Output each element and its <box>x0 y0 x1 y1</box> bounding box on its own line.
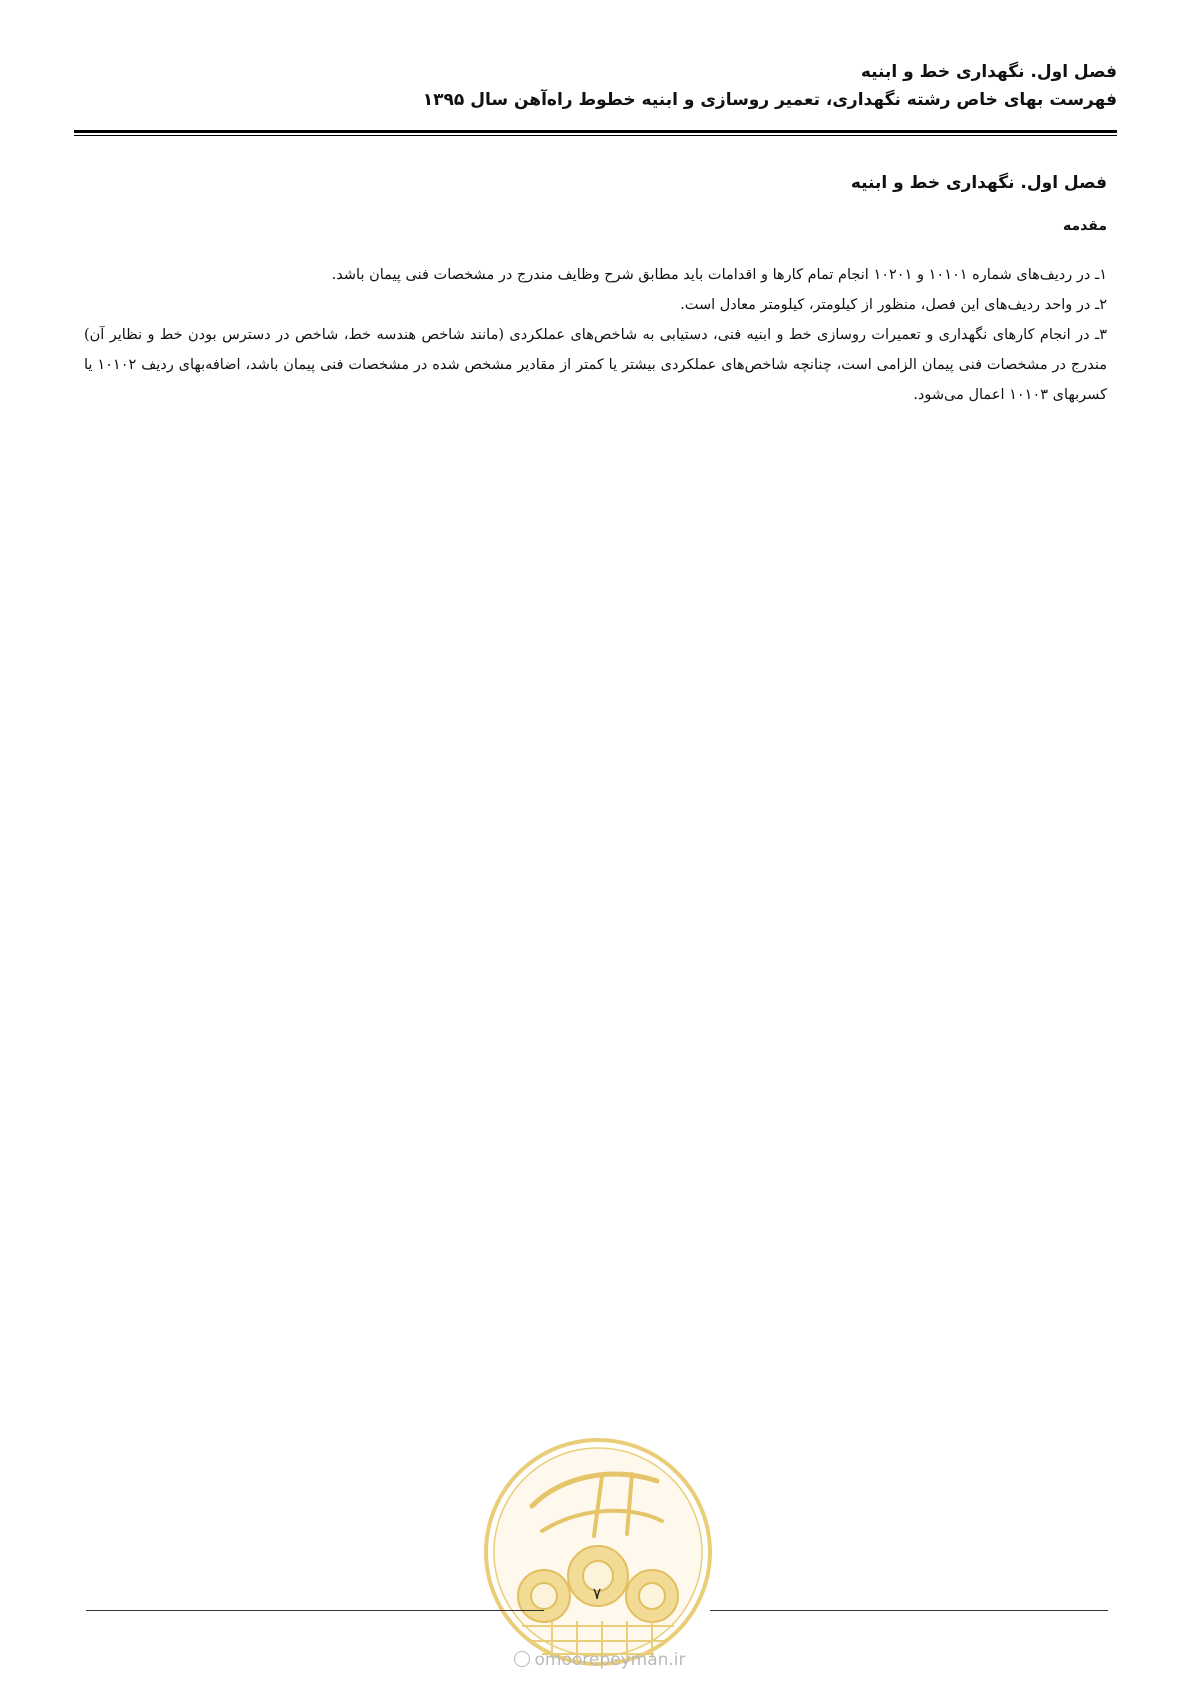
globe-icon <box>514 1651 530 1667</box>
paragraph-2: ۲ـ در واحد ردیف‌های این فصل، منظور از کیلومتر، کیلومتر معادل است. <box>680 297 1107 313</box>
paragraph-1: ۱ـ در ردیف‌های شماره ۱۰۱۰۱ و ۱۰۲۰۱ انجام تمام کارها و اقدامات باید مطابق شرح وظایف مندرج در مشخصات فنی پیمان باشد. <box>331 267 1107 283</box>
intro-title: مقدمه <box>1063 218 1107 234</box>
section-title: فصل اول. نگهداری خط و ابنیه <box>850 173 1107 193</box>
watermark-logo <box>482 1436 714 1668</box>
watermark-url <box>480 1650 720 1670</box>
page-content <box>84 168 1107 410</box>
footer-rule-right <box>710 1610 1108 1611</box>
footer-rule-left <box>86 1610 544 1611</box>
header-title: فهرست بهای خاص رشته نگهداری، تعمیر روسازی و ابنیه خطوط راه‌آهن سال ۱۳۹۵ <box>422 90 1117 110</box>
header-rule-thin <box>74 135 1117 136</box>
header-chapter: فصل اول. نگهداری خط و ابنیه <box>860 62 1117 82</box>
watermark-url-text: omoorepeyman.ir <box>534 1650 686 1670</box>
header-rule-thick <box>74 130 1117 133</box>
page-header <box>74 58 1117 114</box>
page-number: ۷ <box>592 1584 602 1603</box>
paragraph-3: ۳ـ در انجام کارهای نگهداری و تعمیرات روسازی خط و ابنیه فنی، دستیابی به شاخص‌های عملکردی (مانند شاخص هندسه خط، شاخص در دسترس بودن خط و نظایر آن) مندرج در مشخصات فنی پیمان الزامی است، چنانچه شاخص‌های عملکردی بیشتر یا کمتر از مقادیر مشخص شده در مشخصات فنی پیمان باشد، اضافه‌بهای ردیف ۱۰۱۰۲ یا کسربهای ۱۰۱۰۳ اعمال می‌شود. <box>84 327 1107 403</box>
